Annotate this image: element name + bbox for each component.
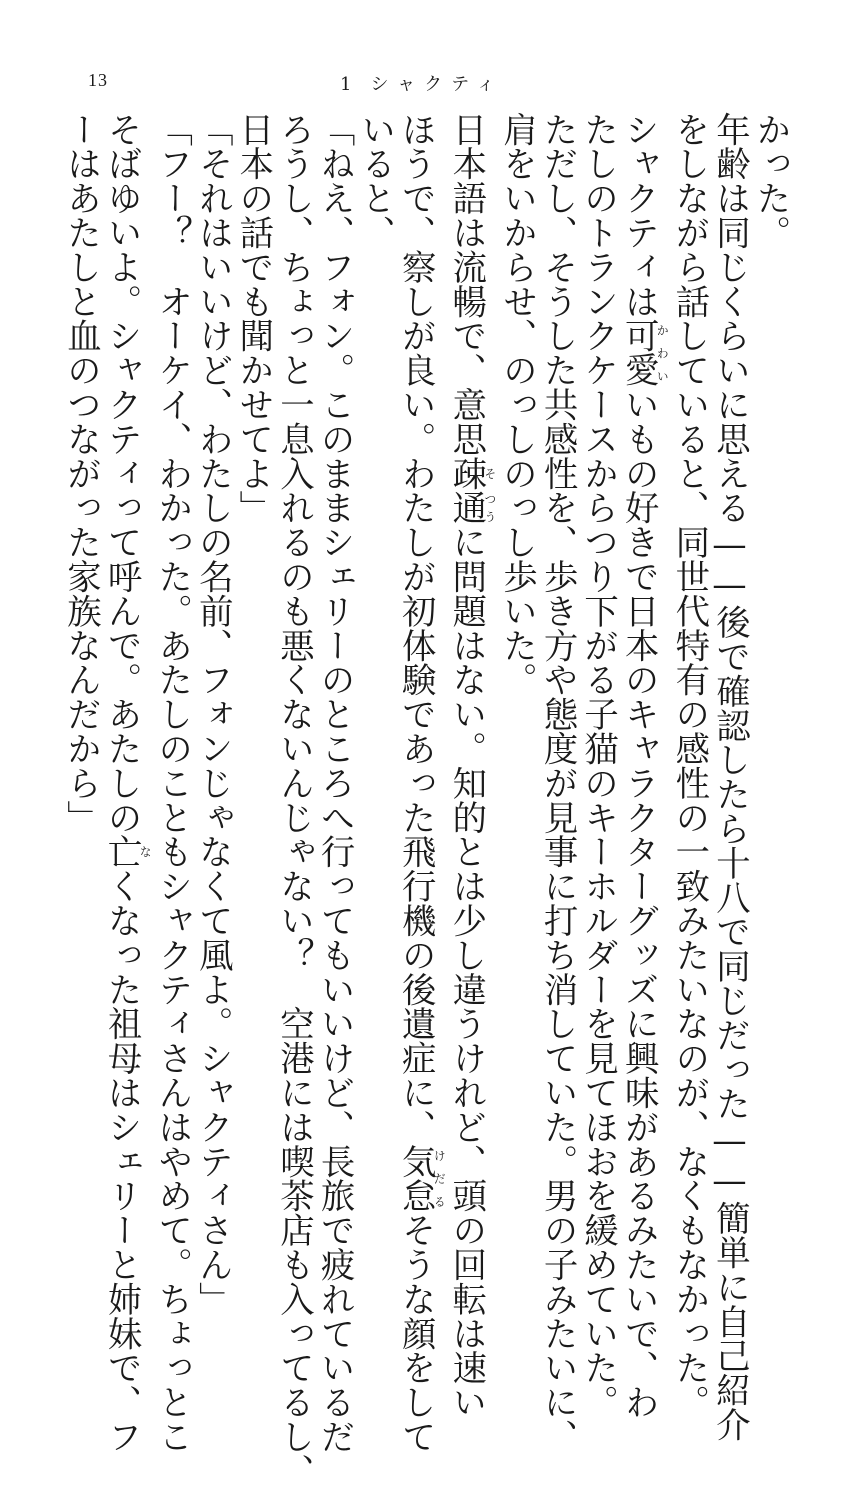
text-line: 日本の話でも聞かせてよ」 [232, 112, 273, 525]
ruby-kawaii: 可愛かわい [618, 318, 670, 388]
text-line [445, 112, 497, 1420]
ruby-sotsu: 疎そ [445, 456, 497, 491]
text-line: 肩をいからせ、のっしのっし歩いた。 [496, 112, 537, 697]
ruby-naku: 亡な [101, 834, 153, 869]
text-line: ろうし、ちょっと一息入れるのも悪くないんじゃない？ 空港には喫茶店も入ってるし、 [273, 112, 314, 1488]
text-line [395, 112, 447, 1454]
body-text [60, 112, 790, 1488]
text-line: 「ねえ、フォン。このままシェリーのところへ行ってもいいけど、長旅で疲れているだ [314, 112, 355, 1454]
text-line: いると、 [354, 112, 395, 250]
chapter-number: 1 [340, 74, 361, 95]
text-line: 「フー？ オーケイ、わかった。あたしのこともシャクティさんはやめて。ちょっとこ [151, 112, 192, 1454]
text-segment: に問題はない。知的とは少し違うけれど、頭の回転は速い [445, 524, 486, 1420]
text-line: 年齢は同じくらいに思える——後で確認したら十八で同じだった——簡単に自己紹介 [709, 112, 750, 1442]
text-line: かった。 [750, 112, 790, 250]
text-line: 「それはいいけど、わたしの名前、フォンじゃなくて風よ。シャクティさん」 [192, 112, 233, 1316]
text-line: ーはあたしと血のつながった家族なんだから」 [60, 112, 101, 835]
text-segment: 日本語は流暢で、意思 [445, 112, 486, 456]
text-line: をしながら話していると、同世代特有の感性の一致みたいなのが、なくもなかった。 [668, 112, 709, 1420]
text-segment: シャクティは [618, 112, 659, 319]
text-segment: そばゆいよ。シャクティって呼んで。あたしの [101, 112, 142, 835]
text-line: たしのトランクケースからつり下がる子猫のキーホルダーを見てほおを緩めていた。 [577, 112, 618, 1420]
chapter-title: シャクティ [370, 74, 504, 95]
page-number: 13 [88, 70, 108, 90]
ruby-tsuu: 通つう [445, 490, 497, 525]
text-segment: くなった祖母はシェリーと姉妹で、フ [101, 868, 142, 1454]
text-line [618, 112, 670, 1420]
ruby-ketai: 気怠けだる [395, 1144, 447, 1213]
text-segment: いもの好きで日本のキャラクターグッズに興味があるみたいで、わ [618, 387, 659, 1420]
running-header [340, 70, 504, 96]
text-segment: ほうで、察しが良い。わたしが初体験であった飛行機の後遺症に、 [395, 112, 436, 1144]
text-line [101, 112, 153, 1454]
text-segment: そうな顔をして [395, 1212, 436, 1454]
text-line: ただし、そうした共感性を、歩き方や態度が見事に打ち消していた。男の子みたいに、 [537, 112, 578, 1454]
